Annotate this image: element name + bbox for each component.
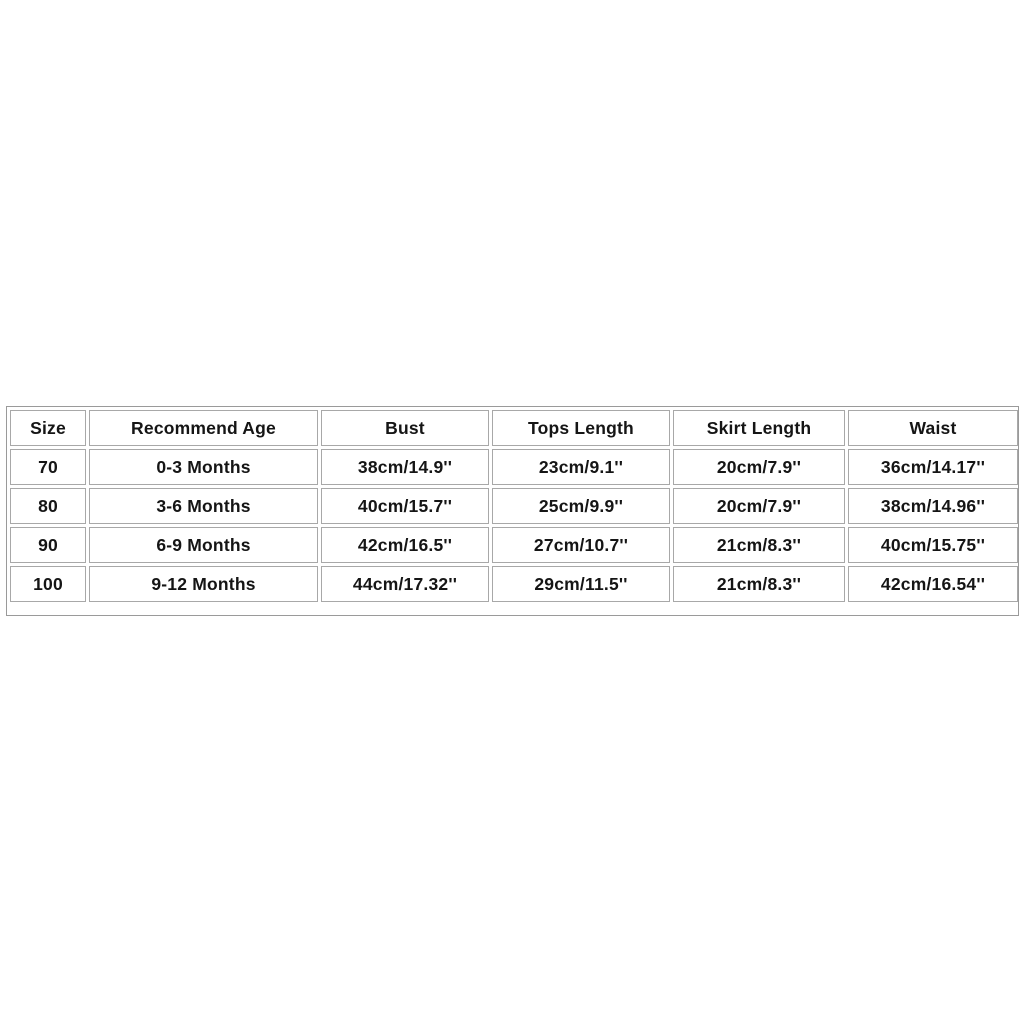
table-row [10,449,1018,485]
header-size: Size [10,410,86,446]
cell-size: 80 [10,488,86,524]
cell-recommend-age: 3-6 Months [89,488,318,524]
cell-size: 100 [10,566,86,602]
table-row [10,566,1018,602]
header-bust: Bust [321,410,489,446]
table-header-row [10,410,1018,446]
cell-recommend-age: 6-9 Months [89,527,318,563]
header-waist: Waist [848,410,1018,446]
cell-waist: 42cm/16.54'' [848,566,1018,602]
size-table [7,407,1021,605]
cell-tops-length: 23cm/9.1'' [492,449,670,485]
size-chart-table [6,406,1019,616]
cell-bust: 38cm/14.9'' [321,449,489,485]
cell-tops-length: 29cm/11.5'' [492,566,670,602]
cell-skirt-length: 21cm/8.3'' [673,527,845,563]
cell-bust: 42cm/16.5'' [321,527,489,563]
cell-recommend-age: 0-3 Months [89,449,318,485]
cell-tops-length: 25cm/9.9'' [492,488,670,524]
header-skirt-length: Skirt Length [673,410,845,446]
cell-bust: 44cm/17.32'' [321,566,489,602]
cell-bust: 40cm/15.7'' [321,488,489,524]
cell-tops-length: 27cm/10.7'' [492,527,670,563]
cell-skirt-length: 21cm/8.3'' [673,566,845,602]
cell-skirt-length: 20cm/7.9'' [673,488,845,524]
cell-size: 90 [10,527,86,563]
table-row [10,527,1018,563]
cell-recommend-age: 9-12 Months [89,566,318,602]
header-tops-length: Tops Length [492,410,670,446]
cell-waist: 40cm/15.75'' [848,527,1018,563]
cell-waist: 36cm/14.17'' [848,449,1018,485]
header-recommend-age: Recommend Age [89,410,318,446]
table-row [10,488,1018,524]
cell-skirt-length: 20cm/7.9'' [673,449,845,485]
cell-size: 70 [10,449,86,485]
cell-waist: 38cm/14.96'' [848,488,1018,524]
